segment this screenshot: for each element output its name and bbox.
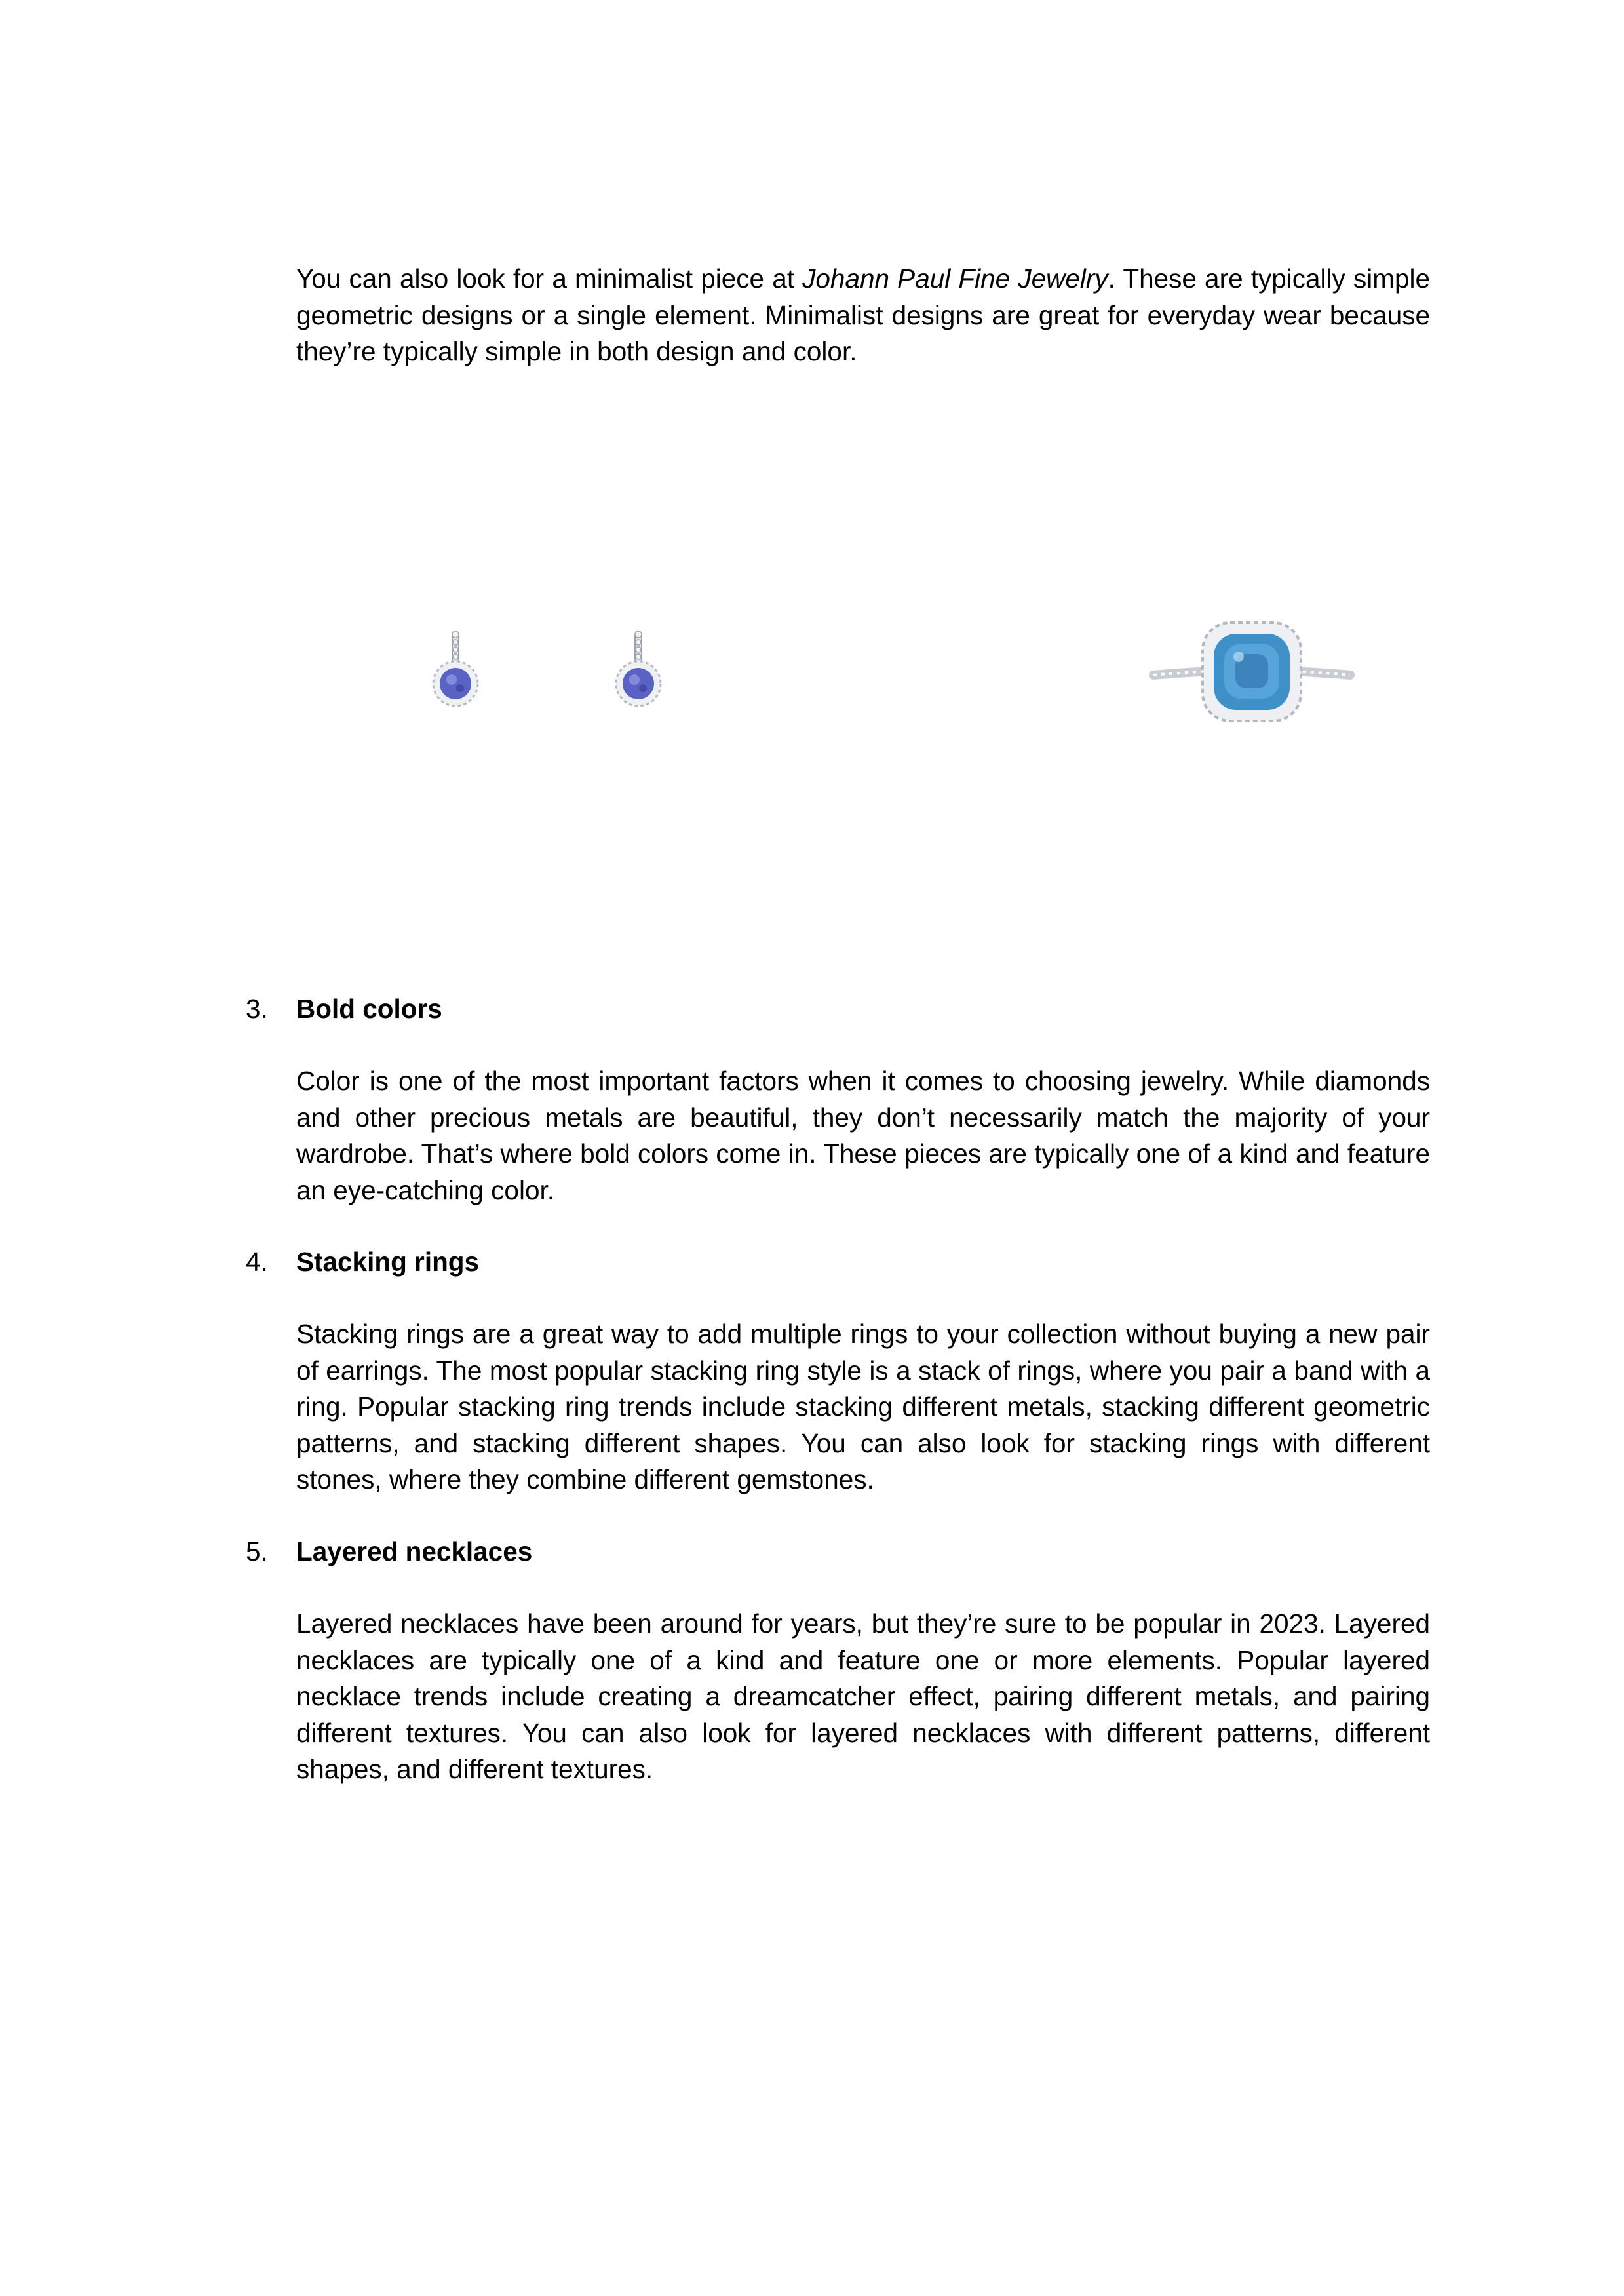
item-4-title: Stacking rings xyxy=(296,1247,480,1277)
item-4-body: Stacking rings are a great way to add multiple rings to your collection without buying a new pair of earrings. The most popular stacking ring style is a stack of rings, where you pair a band with a ring. Popular stacking ring trends include stacking different metals, stacking different geometric patterns, and stacking different shapes. You can also look for stacking rings with different stones, where they combine different gemstones. xyxy=(296,1319,1430,1494)
item-5-body: Layered necklaces have been around for years, but they’re sure to be popular in 2023. Layered necklaces are typically one of a kind and feature one or more elements. Popular layered necklace trends include creating a dreamcatcher effect, pairing different metals, and pairing different textures. You can also look for layered necklaces with different patterns, different shapes, and different textures. xyxy=(296,1608,1430,1784)
item-3-body: Color is one of the most important factors when it comes to choosing jewelry. While diamonds and other precious metals are beautiful, they don’t necessarily match the majority of your wardrobe. That’s where bold colors come in. These pieces are typically one of a kind and feature an eye-catching color. xyxy=(296,1066,1430,1205)
earrings-image xyxy=(393,616,734,747)
intro-paragraph xyxy=(296,261,1430,370)
brand-name: Johann Paul Fine Jewelry xyxy=(802,263,1108,294)
item-5-number: 5. xyxy=(246,1536,268,1566)
item-3-title: Bold colors xyxy=(296,994,442,1024)
earring-left xyxy=(433,631,478,706)
item-3-number: 3. xyxy=(246,994,268,1024)
intro-text-before: You can also look for a minimalist piece at xyxy=(296,263,803,294)
intro-text-after: . These are typically simple geometric designs or a single element. Minimalist designs are great for everyday wear because they’re typically simple in both design and color. xyxy=(296,263,1430,366)
item-4-number: 4. xyxy=(246,1247,268,1277)
item-5-title: Layered necklaces xyxy=(296,1536,533,1566)
earring-right xyxy=(616,631,661,706)
ring-image xyxy=(1140,603,1363,747)
ring xyxy=(1153,623,1350,721)
